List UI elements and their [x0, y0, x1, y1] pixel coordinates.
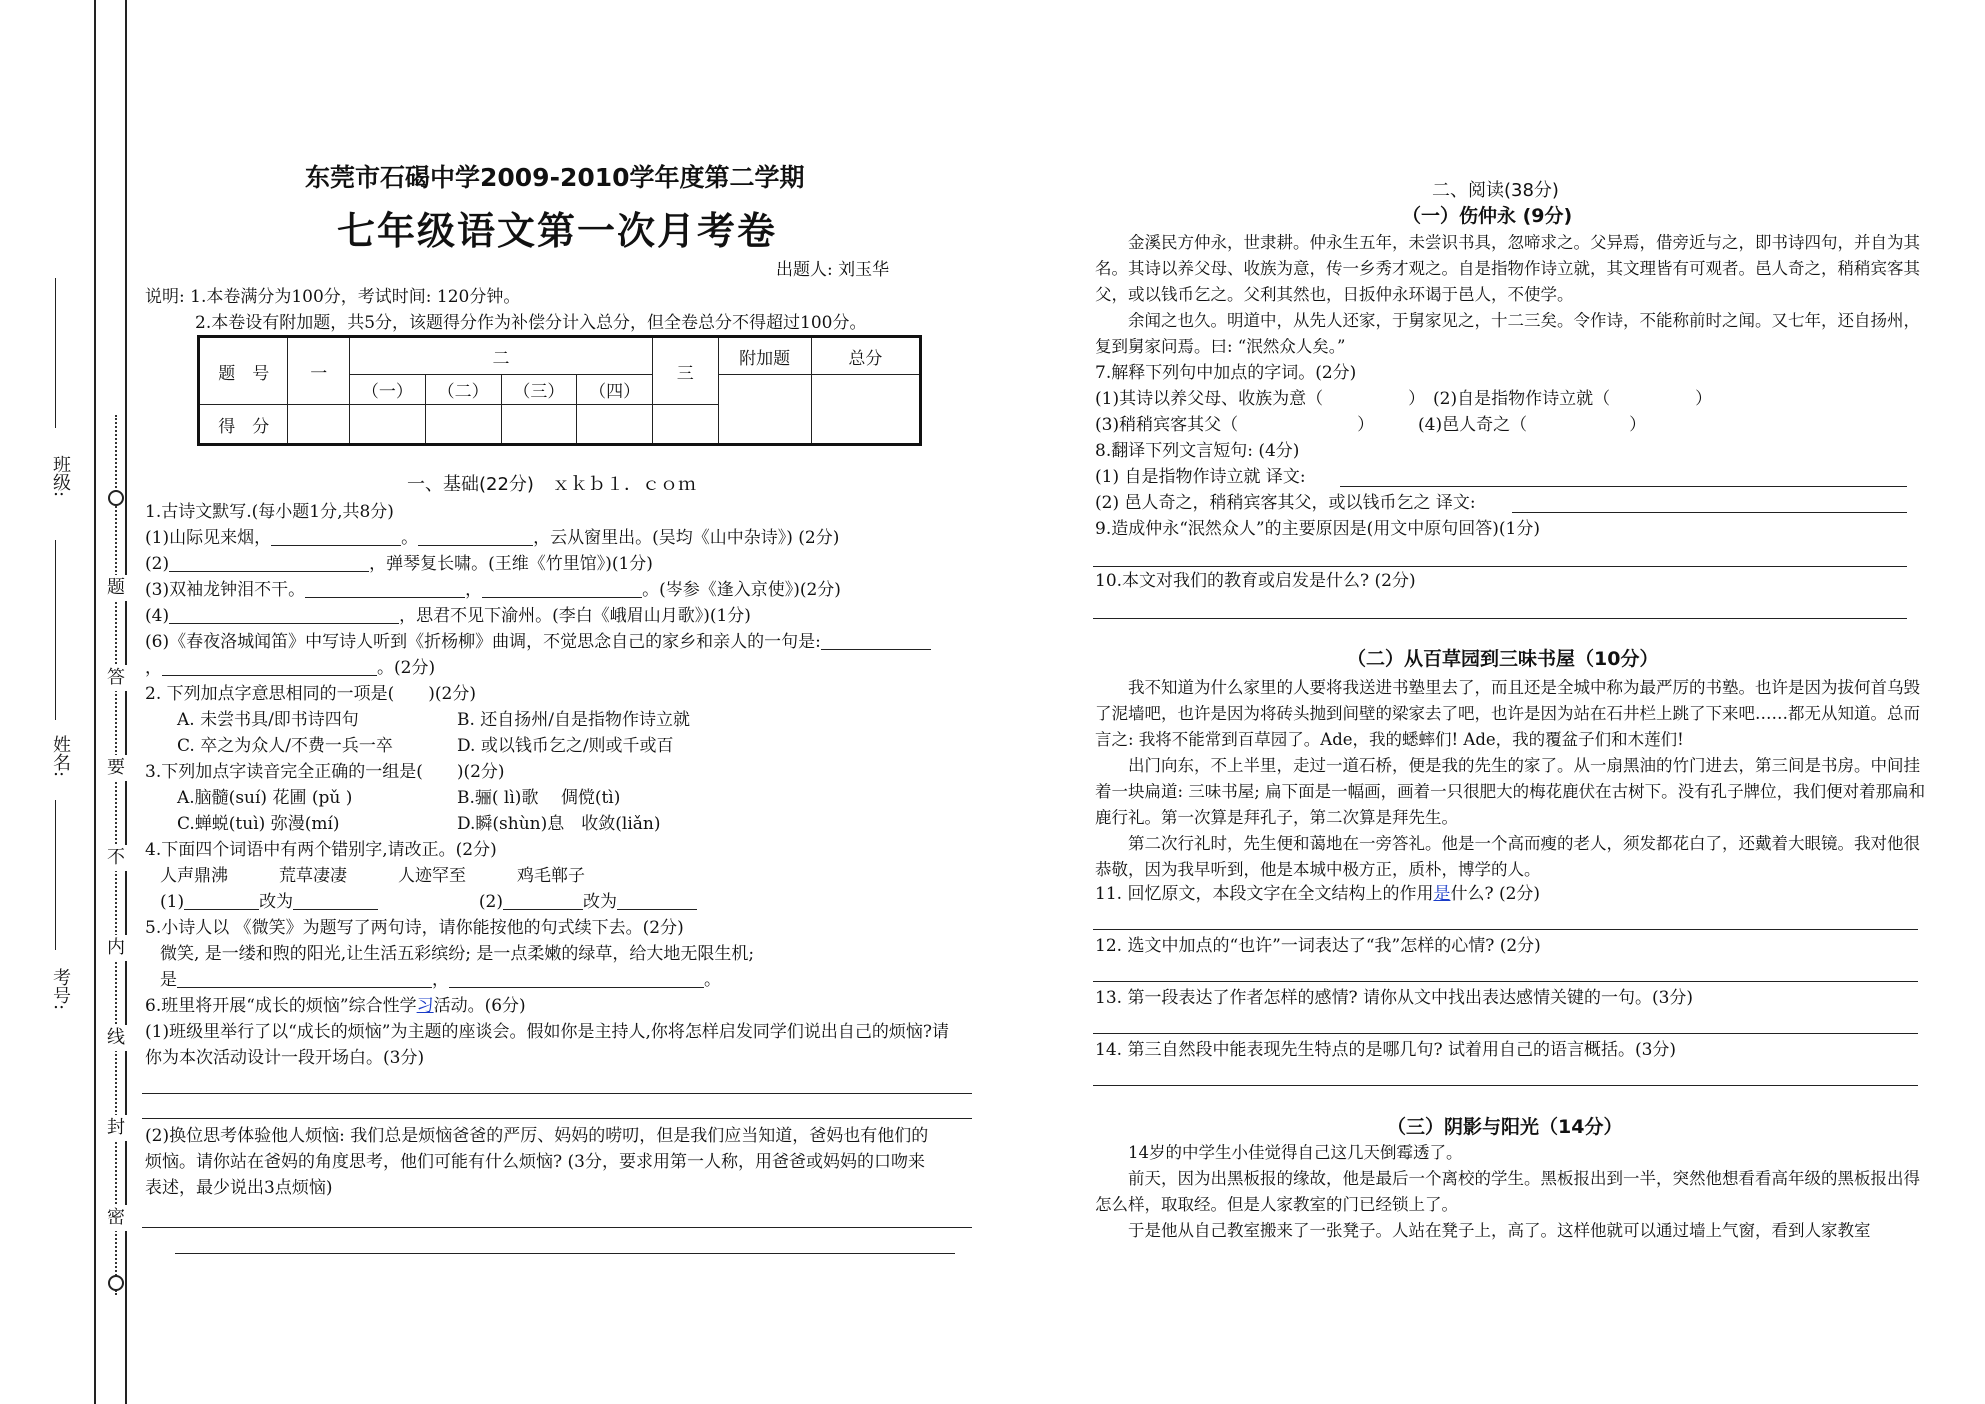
- q7-1[interactable]: (1)其诗以养父母、收族为意（ ）: [1095, 389, 1426, 409]
- seal-char: 线: [105, 1025, 127, 1051]
- q1-1-text-b: 。: [401, 528, 419, 548]
- q5-answer: [160, 969, 721, 991]
- q6-stem-a: 6.班里将开展“成长的烦恼”综合性学: [145, 996, 417, 1016]
- q6-stem-b: 活动。(6分): [433, 996, 526, 1016]
- section2-passage: [1095, 675, 1935, 883]
- answer-line-q13[interactable]: [1093, 1033, 1918, 1034]
- q4-1-change: 改为: [259, 892, 294, 912]
- score-table-sub-4: （四）: [577, 375, 653, 405]
- q8-stem: 8.翻译下列文言短句: (4分): [1095, 441, 1300, 461]
- q1-6-text-c: 。(2分): [377, 658, 436, 678]
- blank-q1-3a[interactable]: [305, 580, 465, 598]
- q14-stem: 14. 第三自然段中能表现先生特点的是哪几句? 试着用自己的语言概括。(3分): [1095, 1040, 1677, 1060]
- note-1: 说明: 1.本卷满分为100分，考试时间: 120分钟。: [145, 287, 521, 307]
- section3-passage: [1095, 1140, 1935, 1244]
- q3-stem: 3.下列加点字读音完全正确的一组是( )(2分): [145, 762, 505, 782]
- q8-2: (2) 邑人奇之，稍稍宾客其父，或以钱币乞之 译文:: [1095, 493, 1476, 513]
- score-table-header-total: 总分: [811, 337, 920, 375]
- blank-q1-4[interactable]: [169, 606, 399, 624]
- blank-q1-1a[interactable]: [271, 528, 401, 546]
- q8-1: (1) 自是指物作诗立就 译文:: [1095, 467, 1306, 487]
- score-table-header-no: 题 号: [199, 337, 288, 405]
- q9-stem: 9.造成仲永“泯然众人”的主要原因是(用文中原句回答)(1分): [1095, 519, 1540, 539]
- q10-stem: 10.本文对我们的教育或启发是什么? (2分): [1095, 571, 1416, 591]
- q7-4[interactable]: (4)邑人奇之（ ）: [1418, 415, 1647, 435]
- seal-char: 不: [105, 845, 127, 871]
- q7-3[interactable]: (3)稍稍宾客其父（ ）: [1095, 415, 1375, 435]
- section1-passage: [1095, 230, 1935, 360]
- note-2: 2.本卷设有附加题，共5分，该题得分作为补偿分计入总分，但全卷总分不得超过100分。: [195, 313, 867, 333]
- score-cell-2-3[interactable]: [501, 405, 577, 445]
- q1-1: [145, 527, 839, 549]
- class-line: [55, 278, 56, 428]
- exam-no-line: [55, 800, 56, 950]
- q3-option-c[interactable]: C.蝉蜕(tuì) 弥漫(mí): [177, 814, 340, 834]
- q1-2: [145, 553, 653, 575]
- score-table-header-extra: 附加题: [718, 337, 811, 375]
- q5-answer-a: 是: [160, 970, 177, 990]
- seal-char: 内: [105, 935, 127, 961]
- blank-q1-3b[interactable]: [482, 580, 642, 598]
- q1-4-text-b: ，思君不见下渝州。(李白《峨眉山月歌》)(1分): [399, 606, 751, 626]
- q6-link[interactable]: 习: [416, 996, 434, 1016]
- q6-1-line1: (1)班级里举行了以“成长的烦恼”为主题的座谈会。假如你是主持人,你将怎样启发同学们说出自己的烦恼?请: [145, 1022, 949, 1042]
- q5-stem: 5.小诗人以 《微笑》为题写了两句诗，请你能按他的句式续下去。(2分): [145, 918, 684, 938]
- q4-2-change: 改为: [583, 892, 617, 912]
- section1-paragraph-1: 金溪民方仲永，世隶耕。仲永生五年，未尝识书具，忽啼求之。父异焉，借旁近与之，即书诗四句，并自为其名。其诗以养父母、收族为意，传一乡秀才观之。自是指物作诗立就，其文理皆有可观者。邑人奇之，稍稍宾客其父，或以钱币乞之。父利其然也，日扳仲永环谒于邑人，不使学。: [1095, 233, 1920, 304]
- answer-line-q8-2[interactable]: [1512, 512, 1907, 513]
- q11-stem-a: 11. 回忆原文，本段文字在全文结构上的作用: [1095, 884, 1434, 904]
- answer-line-q6-1a[interactable]: [142, 1093, 972, 1094]
- q5-answer-c: 。: [704, 970, 721, 990]
- answer-line-q11[interactable]: [1093, 929, 1918, 930]
- blank-q1-2[interactable]: [169, 554, 369, 572]
- seal-char: 要: [105, 755, 127, 781]
- score-table-sub-3: （三）: [501, 375, 577, 405]
- answer-line-q14[interactable]: [1093, 1085, 1918, 1086]
- score-table: [197, 335, 922, 446]
- margin-rule-outer: [94, 0, 96, 1404]
- seal-circle-top: [108, 490, 124, 506]
- blank-q1-6b[interactable]: [162, 658, 377, 676]
- q3-option-a[interactable]: A.脑髓(suí) 花圃 (pǔ ): [177, 788, 353, 808]
- section1-paragraph-2: 余闻之也久。明道中，从先人还家，于舅家见之，十二三矣。令作诗，不能称前时之闻。又七年，还自扬州，复到舅家问焉。曰: “泯然众人矣。”: [1095, 311, 1920, 356]
- name-line: [55, 540, 56, 720]
- q2-stem: 2. 下列加点字意思相同的一项是( )(2分): [145, 684, 476, 704]
- q1-3: [145, 579, 841, 601]
- q6-stem: [145, 995, 526, 1017]
- q2-option-b[interactable]: B. 还自扬州/自是指物作诗立就: [457, 710, 691, 730]
- seal-line: [109, 415, 123, 1295]
- q5-answer-b: ，: [432, 970, 449, 990]
- q1-2-text-b: ，弹琴复长啸。(王维《竹里馆》)(1分): [369, 554, 653, 574]
- answer-line-q6-2b[interactable]: [175, 1253, 955, 1254]
- score-cell-total[interactable]: [811, 375, 920, 445]
- q2-option-d[interactable]: D. 或以钱币乞之/则或千或百: [457, 736, 674, 756]
- section3-paragraph-3: 于是他从自己教室搬来了一张凳子。人站在凳子上，高了。这样他就可以通过墙上气窗，看到人家教室: [1128, 1221, 1871, 1240]
- part2-title: 二、阅读(38分): [1432, 180, 1559, 201]
- q7-2[interactable]: (2)自是指物作诗立就（ ）: [1433, 389, 1713, 409]
- q13-stem: 13. 第一段表达了作者怎样的感情? 请你从文中找出表达感情关键的一句。(3分): [1095, 988, 1694, 1008]
- q6-2-line2: 烦恼。请你站在爸妈的角度思考，他们可能有什么烦恼? (3分，要求用第一人称，用爸爸或妈妈的口吻来: [145, 1152, 925, 1172]
- q1-4: [145, 605, 751, 627]
- q1-1-text-c: ，云从窗里出。(吴均《山中杂诗》) (2分): [533, 528, 840, 548]
- blank-q1-1b[interactable]: [418, 528, 533, 546]
- blank-q4-2a[interactable]: [503, 892, 583, 910]
- score-cell-2-4[interactable]: [577, 405, 653, 445]
- q1-2-text-a: (2): [145, 554, 170, 574]
- score-table-header-3: 三: [653, 337, 719, 405]
- blank-q4-2b[interactable]: [617, 892, 697, 910]
- answer-line-q6-1b[interactable]: [142, 1118, 972, 1119]
- q6-1-line2: 你为本次活动设计一段开场白。(3分): [145, 1048, 425, 1068]
- answer-line-q10[interactable]: [1093, 618, 1907, 619]
- q2-option-c[interactable]: C. 卒之为众人/不费一兵一卒: [177, 736, 393, 756]
- q1-stem: 1.古诗文默写.(每小题1分,共8分): [145, 502, 394, 522]
- q7-stem: 7.解释下列句中加点的字词。(2分): [1095, 363, 1357, 383]
- class-label: 班级:: [50, 455, 71, 498]
- q11-link[interactable]: 是: [1433, 884, 1451, 904]
- score-cell-1[interactable]: [288, 405, 350, 445]
- q1-1-text-a: (1)山际见来烟，: [145, 528, 272, 548]
- margin-rule-inner: [125, 0, 127, 1404]
- score-cell-2-2[interactable]: [425, 405, 501, 445]
- score-table-sub-1: （一）: [350, 375, 426, 405]
- score-table-sub-2: （二）: [425, 375, 501, 405]
- q3-option-b[interactable]: B.骊( lì)歌 倜傥(tì): [457, 788, 621, 808]
- q4-answers: [160, 891, 697, 913]
- q6-2-line1: (2)换位思考体验他人烦恼: 我们总是烦恼爸爸的严厉、妈妈的唠叨，但是我们应当知道，爸妈也有他们的: [145, 1126, 929, 1146]
- section3-title: （三）阴影与阳光（14分）: [1387, 1116, 1623, 1138]
- name-label: 姓名:: [50, 735, 71, 778]
- q11-stem-b: 什么? (2分): [1450, 884, 1541, 904]
- answer-line-q8-1[interactable]: [1340, 486, 1907, 487]
- exam-no-label: 考号:: [50, 968, 71, 1011]
- q1-3-text-b: ，: [465, 580, 483, 600]
- author-line: 出题人: 刘玉华: [776, 260, 890, 280]
- q12-stem: 12. 选文中加点的“也许”一词表达了“我”怎样的心情? (2分): [1095, 936, 1541, 956]
- q5-text: 微笑, 是一缕和煦的阳光,让生活五彩缤纷; 是一点柔嫩的绿草，给大地无限生机;: [160, 944, 755, 964]
- blank-q4-1b[interactable]: [293, 892, 378, 910]
- blank-q4-1a[interactable]: [184, 892, 259, 910]
- exam-title: 七年级语文第一次月考卷: [337, 209, 778, 253]
- seal-char: 密: [105, 1205, 127, 1231]
- q6-2-line3: 表述，最少说出3点烦恼): [145, 1178, 333, 1198]
- part1-title: 一、基础(22分) ｘｋｂ１．ｃｏｍ: [407, 474, 696, 495]
- score-table-row-label: 得 分: [199, 405, 288, 445]
- school-term-title: 东莞市石碣中学2009-2010学年度第二学期: [305, 163, 805, 192]
- score-table-header-1: 一: [288, 337, 350, 405]
- answer-line-q6-2a[interactable]: [142, 1227, 972, 1228]
- q3-option-d[interactable]: D.瞬(shùn)息 收敛(liǎn): [457, 814, 661, 834]
- score-cell-3[interactable]: [653, 405, 719, 445]
- score-cell-extra[interactable]: [718, 375, 811, 445]
- section3-paragraph-1: 14岁的中学生小佳觉得自己这几天倒霉透了。: [1128, 1143, 1463, 1162]
- section1-title: （一）伤仲永 (9分): [1402, 205, 1573, 227]
- q4-2-label: (2): [478, 892, 503, 912]
- blank-q1-6a[interactable]: [821, 632, 931, 650]
- q4-stem: 4.下面四个词语中有两个错别字,请改正。(2分): [145, 840, 497, 860]
- q2-option-a[interactable]: A. 未尝书具/即书诗四句: [177, 710, 359, 730]
- score-table-header-2: 二: [350, 337, 653, 375]
- seal-char: 封: [105, 1115, 127, 1141]
- q4-words: 人声鼎沸 荒草凄凄 人迹罕至 鸡毛郸子: [160, 866, 585, 886]
- q1-6-cont: [145, 657, 435, 679]
- q1-4-text-a: (4): [145, 606, 170, 626]
- seal-circle-bottom: [108, 1275, 124, 1291]
- q11-stem: [1095, 883, 1540, 905]
- q1-6: [145, 631, 931, 653]
- seal-char: 题: [105, 575, 127, 601]
- seal-char: 答: [105, 665, 127, 691]
- q1-3-text-c: 。(岑参《逢入京使》)(2分): [642, 580, 841, 600]
- section2-paragraph-2: 出门向东，不上半里，走过一道石桥，便是我的先生的家了。从一扇黑油的竹门进去，第三间是书房。中间挂着一块扁道: 三味书屋; 扁下面是一幅画，画着一只很肥大的梅花鹿伏在古树下。没有孔子牌位，我们便对着那扁和鹿行礼。第一次算是拜孔子，第二次算是拜先生。: [1095, 756, 1926, 827]
- section3-paragraph-2: 前天，因为出黑板报的缘故，他是最后一个离校的学生。黑板报出到一半，突然他想看看高年级的黑板报出得怎么样，取取经。但是人家教室的门已经锁上了。: [1095, 1169, 1920, 1214]
- answer-line-q9[interactable]: [1093, 566, 1907, 567]
- blank-q5-2[interactable]: [449, 970, 704, 988]
- answer-line-q12[interactable]: [1093, 981, 1918, 982]
- blank-q5-1[interactable]: [177, 970, 432, 988]
- q4-1-label: (1): [160, 892, 185, 912]
- q1-3-text-a: (3)双袖龙钟泪不干。: [145, 580, 306, 600]
- section2-title: （二）从百草园到三味书屋（10分）: [1347, 648, 1659, 670]
- section2-paragraph-3: 第二次行礼时，先生便和蔼地在一旁答礼。他是一个高而瘦的老人，须发都花白了，还戴着大眼镜。我对他很恭敬，因为我早听到，他是本城中极方正，质朴，博学的人。: [1095, 834, 1920, 879]
- score-cell-2-1[interactable]: [350, 405, 426, 445]
- section2-paragraph-1: 我不知道为什么家里的人要将我送进书塾里去了，而且还是全城中称为最严厉的书塾。也许是因为拔何首乌毁了泥墙吧，也许是因为将砖头抛到间壁的梁家去了吧，也许是因为站在石井栏上跳了下来吧……都无从知道。总而言之: 我将不能常到百草园了。Ade，我的蟋蟀们! Ade，我的覆盆子们和木莲们!: [1095, 678, 1920, 749]
- q1-6-text-b: ，: [145, 658, 162, 678]
- q1-6-text-a: (6)《春夜洛城闻笛》中写诗人听到《折杨柳》曲调，不觉思念自己的家乡和亲人的一句是:: [145, 632, 821, 652]
